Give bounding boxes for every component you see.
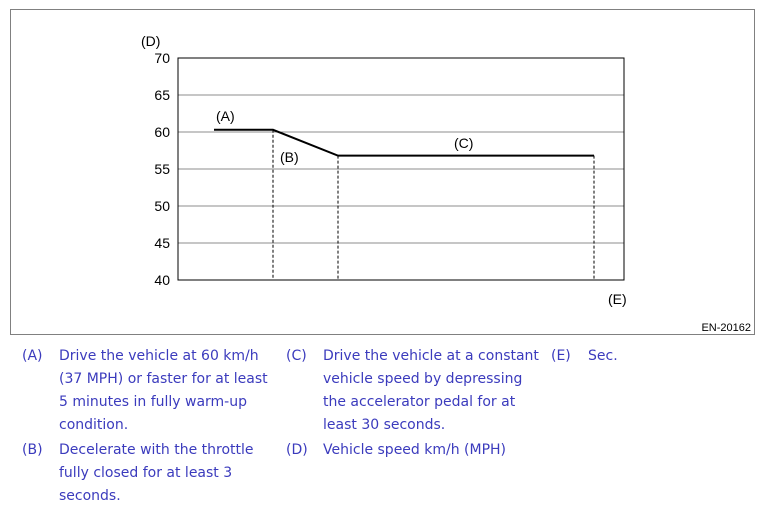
legend-key: (E): [551, 348, 571, 364]
y-tick-label: 65: [154, 87, 170, 103]
phase-label-b: (B): [280, 149, 299, 165]
x-axis-label: (E): [608, 291, 627, 307]
legend-key: (B): [22, 442, 43, 458]
legend-key: (A): [22, 348, 43, 364]
legend-text: Sec.: [588, 348, 618, 364]
speed-line: [214, 130, 594, 156]
phase-label-c: (C): [454, 135, 474, 151]
figure-frame: [10, 9, 755, 335]
y-tick-label: 70: [154, 50, 170, 66]
y-tick-label: 60: [154, 124, 170, 140]
y-tick-label: 55: [154, 161, 170, 177]
phase-label-a: (A): [216, 108, 235, 124]
figure-code: EN-20162: [701, 322, 751, 334]
y-tick-label: 40: [154, 272, 170, 288]
legend-text: Drive the vehicle at 60 km/h (37 MPH) or faster for at least 5 minutes in fully warm-up condition.: [59, 348, 268, 433]
legend-text: Vehicle speed km/h (MPH): [323, 442, 507, 458]
y-tick-label: 45: [154, 235, 170, 251]
legend-text: Decelerate with the throttle fully closed for at least 3 seconds.: [59, 442, 254, 504]
y-tick-label: 50: [154, 198, 170, 214]
legend-text: Drive the vehicle at a constant vehicle speed by depressing the accelerator pedal for at least 30 seconds.: [323, 348, 539, 433]
legend-key: (D): [286, 442, 308, 458]
legend: [0, 345, 765, 512]
y-axis-label: (D): [141, 33, 161, 49]
legend-key: (C): [286, 348, 307, 364]
speed-chart: [11, 10, 756, 336]
